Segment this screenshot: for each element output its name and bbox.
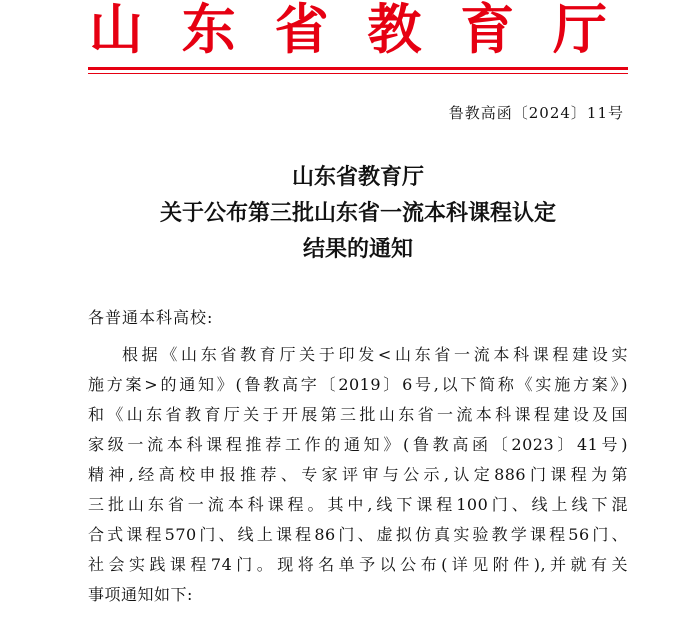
body-line: 家级一流本科课程推荐工作的通知》(鲁教高函〔2023〕41号) [88,435,628,454]
masthead-red-rule-thin [88,73,628,74]
body-line: 合式课程570门、线上课程86门、虚拟仿真实验教学课程56门、 [88,525,628,544]
masthead-char: 省 [274,0,329,61]
body-line: 精神,经高校申报推荐、专家评审与公示,认定886门课程为第 [88,465,628,484]
salutation: 各普通本科高校: [88,308,214,327]
document-title [88,160,628,268]
masthead-char: 东 [181,0,236,61]
masthead-title [88,0,608,61]
body-line: 社会实践课程74门。现将名单予以公布(详见附件),并就有关 [88,555,628,574]
masthead-char: 厅 [552,0,607,61]
document-number: 鲁教高函〔2024〕11号 [448,104,624,122]
masthead [0,0,692,60]
masthead-char: 教 [367,0,422,61]
title-line-subject: 关于公布第三批山东省一流本科课程认定 [159,201,556,226]
title-line-subject-end: 结果的通知 [302,237,413,262]
masthead-char: 育 [460,0,515,61]
body-paragraph [88,340,628,610]
masthead-char: 山 [89,0,143,61]
body-line: 和《山东省教育厅关于开展第三批山东省一流本科课程建设及国 [88,405,628,424]
masthead-red-rule-thick [88,67,628,70]
body-line: 三批山东省一流本科课程。其中,线下课程100门、线上线下混 [88,495,628,514]
title-line-issuer: 山东省教育厅 [291,165,424,190]
body-line: 事项通知如下: [88,585,193,604]
body-line: 根据《山东省教育厅关于印发<山东省一流本科课程建设实 [122,345,628,364]
body-line: 施方案>的通知》(鲁教高字〔2019〕6号,以下简称《实施方案》) [88,375,628,394]
